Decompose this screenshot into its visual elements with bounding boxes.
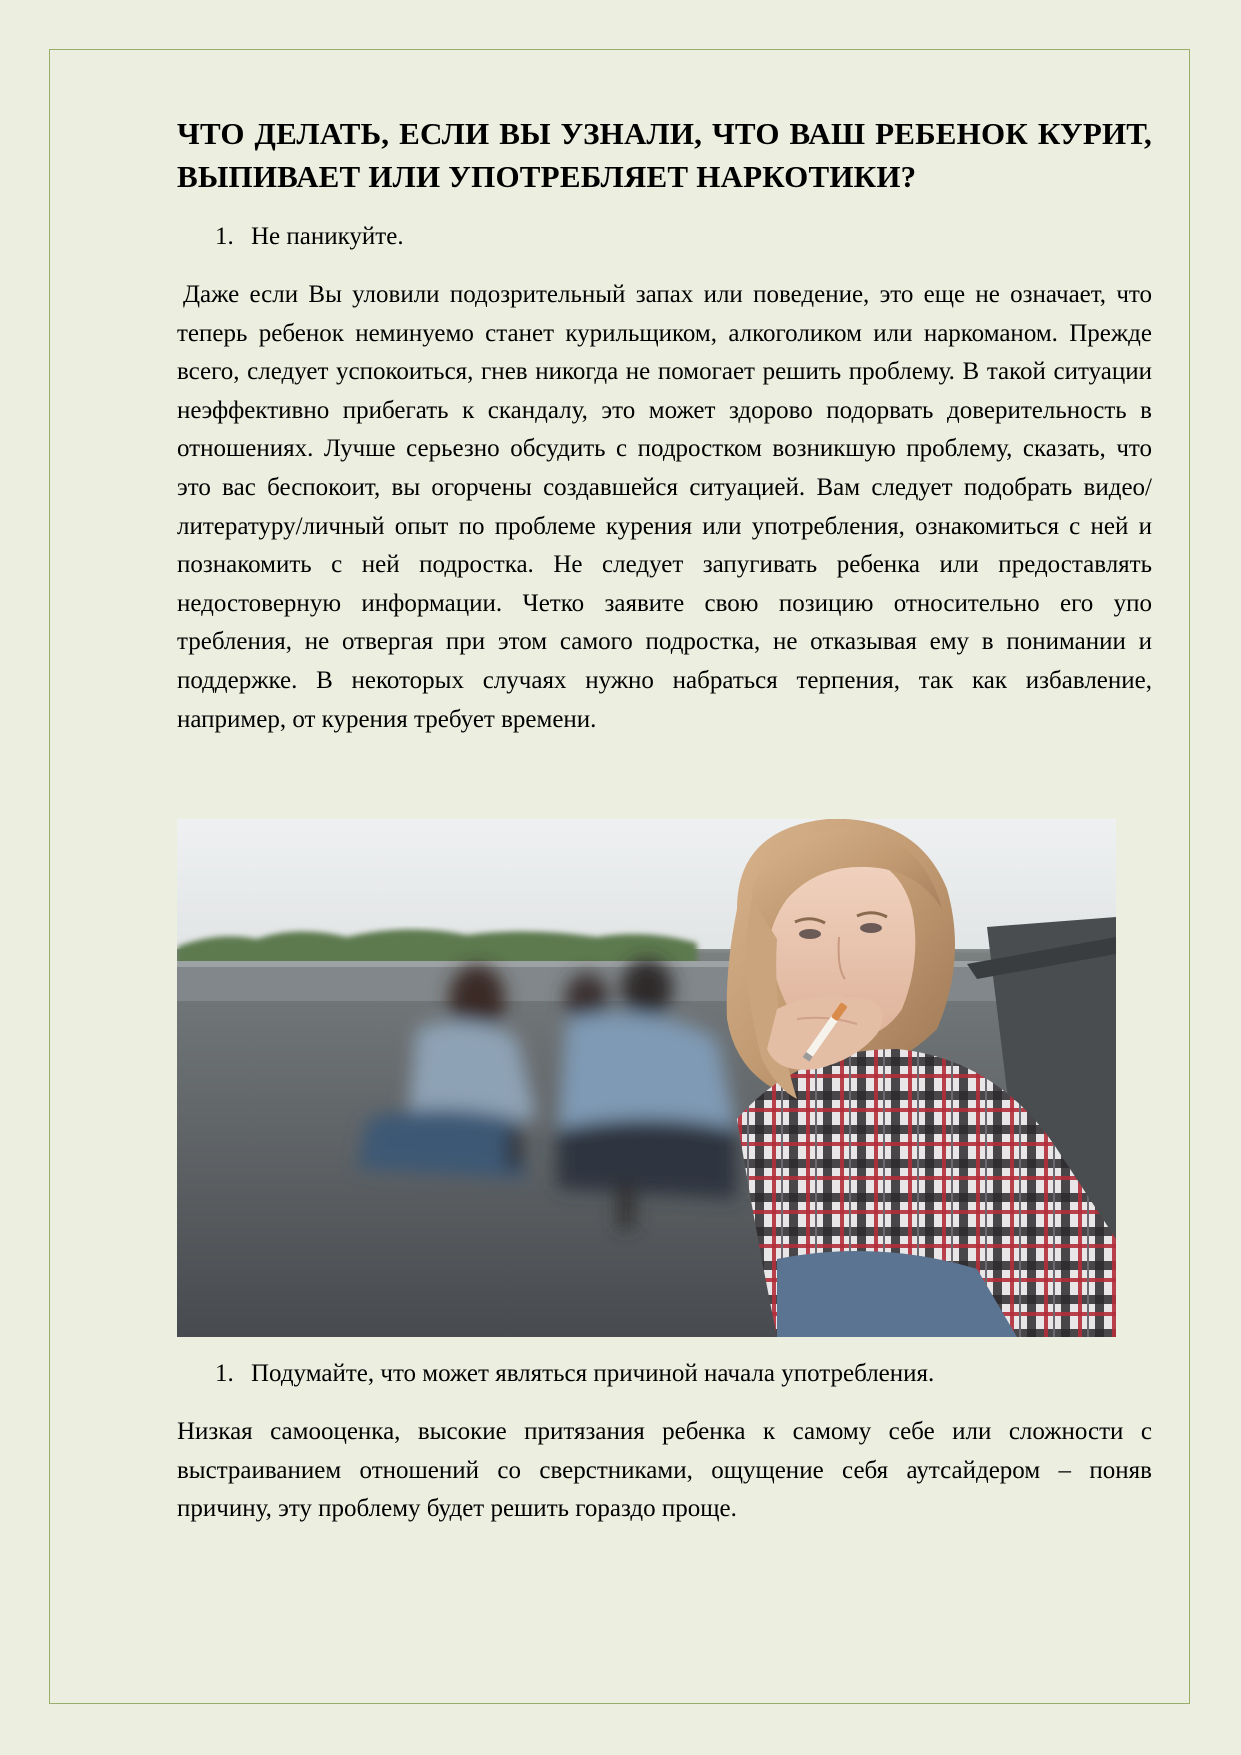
list-item-heading: Не паникуйте. bbox=[251, 223, 404, 250]
page-title: ЧТО ДЕЛАТЬ, ЕСЛИ ВЫ УЗНАЛИ, ЧТО ВАШ РЕБЕНОК КУРИТ, ВЫПИВАЕТ ИЛИ УПОТРЕБЛЯЕТ НАРКОТИКИ? bbox=[177, 116, 1152, 194]
document-content bbox=[177, 112, 1152, 1529]
list-number: 1. bbox=[215, 223, 234, 250]
list-number: 1. bbox=[215, 1360, 234, 1388]
paragraph-1: Даже если Вы уловили подозрительный запах или поведение, это еще не означает, что теперь ребенок неминуемо станет курильщиком, алкоголиком или наркоманом. Прежде всего, следует успокоиться, гнев никогда не помогает решить проблему. В такой ситуации неэффективно прибегать к скандалу, это может здорово подорвать доверительность в отношениях. Лучше серьезно обсудить с подростком возникшую проблему, сказать, что это вас беспокоит, вы огорчены создавшейся ситуацией. Вам следует подобрать видео/литературу/личный опыт по проблеме курения или употребления, ознакомиться с ней и познакомить с ней подростка. Не следует запугивать ребенка или предоставлять недостоверную информации. Четко заявите свою позицию относительно его упо требления, не отвергая при этом самого подростка, не отказывая ему в понимании и поддержке. В некоторых случаях нужно набраться терпения, так как избавление, например, от курения требует времени. bbox=[177, 281, 1152, 733]
photo-illustration bbox=[177, 819, 1116, 1337]
list-item-heading: Подумайте, что может являться причиной начала употребления. bbox=[251, 1360, 935, 1388]
paragraph-2: Низкая самооценка, высокие притязания ребенка к самому себе или сложности с выстраиванием отношений со сверстниками, ощущение себя аутсайдером – поняв причину, эту проблему будет решить гораздо проще. bbox=[177, 1418, 1152, 1523]
list-item-1 bbox=[215, 218, 1152, 256]
list-item-2 bbox=[215, 1355, 1152, 1393]
photo-teen-smoking bbox=[177, 819, 1116, 1337]
